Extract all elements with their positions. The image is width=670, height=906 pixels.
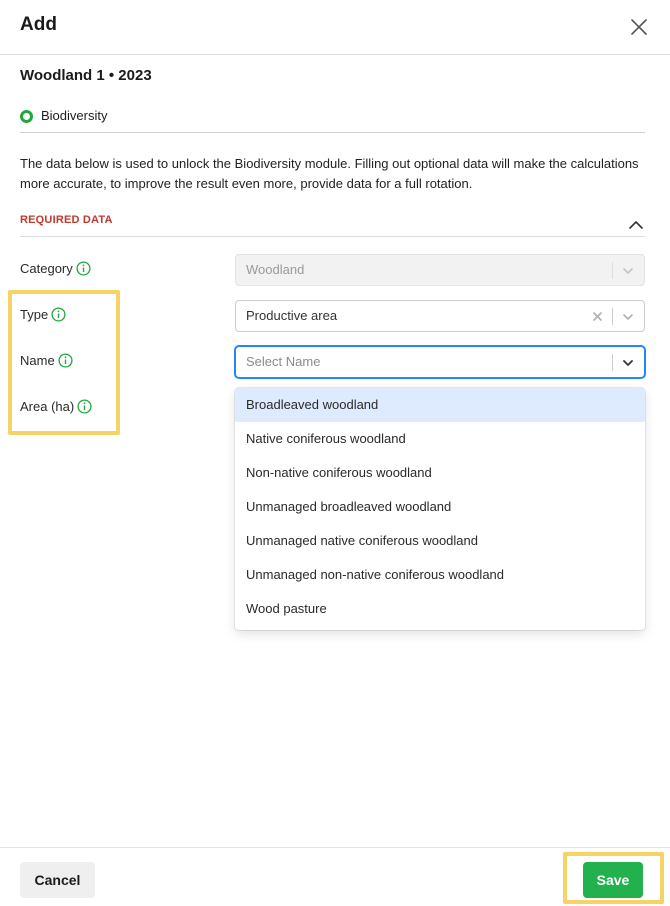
info-icon[interactable] — [77, 399, 92, 414]
name-option[interactable]: Non-native coniferous woodland — [246, 465, 432, 480]
module-tab[interactable] — [20, 106, 645, 133]
module-status-icon — [20, 110, 33, 123]
info-icon[interactable] — [58, 353, 73, 368]
name-label-text: Name — [20, 353, 55, 368]
area-label — [20, 399, 92, 414]
chevron-down-icon[interactable] — [621, 356, 635, 370]
chevron-down-icon — [621, 264, 635, 278]
select-separator — [612, 308, 613, 325]
chevron-down-icon[interactable] — [621, 310, 635, 324]
dialog-footer — [0, 847, 670, 906]
dialog-title: Add — [20, 14, 57, 35]
section-title: REQUIRED DATA — [20, 214, 113, 226]
name-option[interactable]: Unmanaged native coniferous woodland — [246, 533, 478, 548]
info-icon[interactable] — [76, 261, 91, 276]
name-option[interactable]: Wood pasture — [246, 601, 327, 616]
name-placeholder: Select Name — [246, 354, 321, 369]
save-button[interactable]: Save — [583, 862, 643, 898]
clear-icon[interactable] — [591, 310, 604, 323]
category-value: Woodland — [246, 262, 305, 277]
name-select[interactable] — [235, 346, 645, 378]
name-option[interactable]: Unmanaged non-native coniferous woodland — [246, 567, 505, 582]
name-option[interactable]: Native coniferous woodland — [246, 431, 406, 446]
select-separator — [612, 262, 613, 279]
type-select[interactable] — [235, 300, 645, 332]
category-label-text: Category — [20, 261, 73, 276]
category-label — [20, 261, 91, 276]
name-dropdown-menu — [235, 388, 645, 630]
name-label — [20, 353, 73, 368]
info-icon[interactable] — [51, 307, 66, 322]
chevron-up-icon[interactable] — [627, 218, 645, 232]
module-label: Biodiversity — [41, 108, 108, 123]
type-label — [20, 307, 66, 322]
dialog-header — [0, 0, 670, 55]
type-value: Productive area — [246, 308, 338, 323]
type-label-text: Type — [20, 307, 49, 322]
cancel-button[interactable]: Cancel — [20, 862, 95, 898]
module-description: The data below is used to unlock the Biodiversity module. Filling out optional data will make the calculations more accurate, to improve the result even more, provide data for a full rotation. — [20, 156, 639, 191]
category-select — [235, 254, 645, 286]
required-data-section-header[interactable] — [20, 212, 645, 237]
select-separator — [612, 354, 613, 371]
name-option[interactable]: Unmanaged broadleaved woodland — [246, 499, 452, 514]
close-icon[interactable] — [628, 16, 650, 38]
name-option[interactable]: Broadleaved woodland — [235, 388, 645, 422]
area-label-text: Area (ha) — [20, 399, 75, 414]
record-subtitle: Woodland 1 • 2023 — [20, 67, 152, 84]
